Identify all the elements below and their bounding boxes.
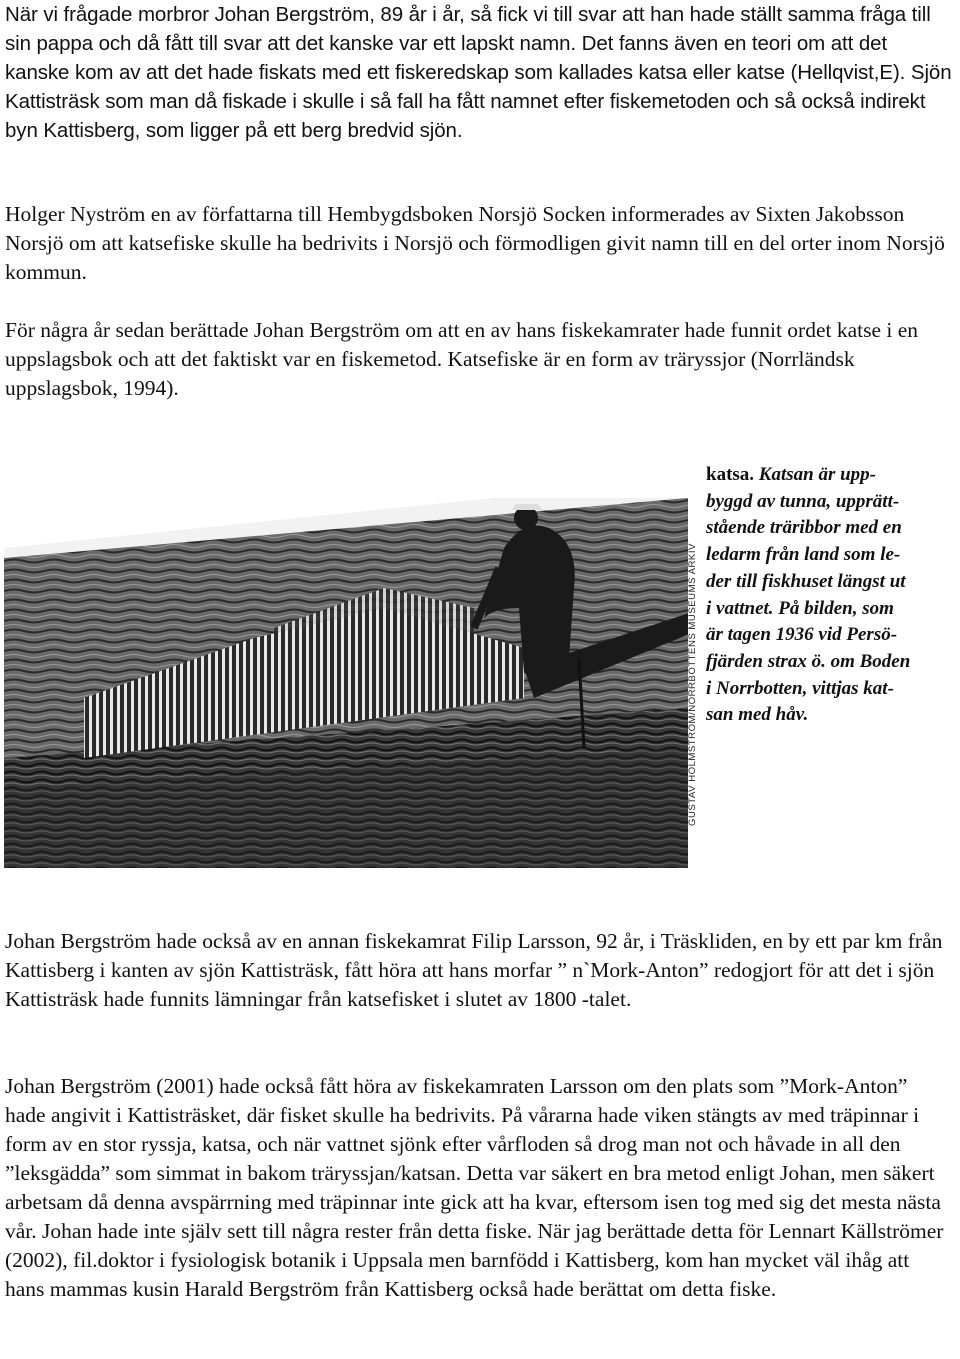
figure-caption: [706, 462, 956, 729]
archive-credit: [680, 458, 702, 828]
archive-credit-text: GUSTAV HOLMSTRÖM/NORRBOTTENS MUSEUMS ARKIV: [687, 543, 698, 826]
paragraph-filip-larsson: Johan Bergström hade också av en annan fiskekamrat Filip Larsson, 92 år, i Träskliden, en by ett par km från Kattisberg i kanten av sjön Kattisträsk, fått höra att hans morfar ” n`Mork-Anton” redogjort för att det i sjön Kattisträsk hade funnits lämningar från katsefisket i slutet av 1800 -talet.: [5, 929, 943, 1011]
caption-term: katsa.: [706, 464, 755, 485]
paragraph-uppslagsbok: För några år sedan berättade Johan Bergström om att en av hans fiskekamrater hade funnit ordet katse i en uppslagsbok och att det faktiskt var en fiskemetod. Katsefiske är en form av träryssjor (Norrländsk uppslagsbok, 1994).: [5, 318, 919, 400]
fishing-photo: [4, 458, 688, 868]
caption-text: Katsan är upp- byggd av tunna, upprätt- stående träribbor med en ledarm från land som le- der till fiskhuset längst ut i vattnet. På bilden, som är tagen 1936 vid Persö- fjärden strax ö. om Boden i Norrbotten, vittjas kat- san med håv.: [706, 464, 911, 726]
paragraph-mork-anton: Johan Bergström (2001) hade också fått höra av fiskekamraten Larsson om den plats som ”Mork-Anton” hade angivit i Kattisträsket, där fisket skulle ha bedrivits. På vårarna hade viken stängts av med träpinnar i form av en stor ryssja, katsa, och när vattnet sjönk efter vårfloden så drog man not och håvade in all den ”leksgädda” som simmat in bakom träryssjan/katsan. Detta var säkert en bra metod enligt Johan, men säkert arbetsam då denna avspärrning med träpinnar inte gick att ha kvar, eftersom isen tog med sig det mesta nästa vår. Johan hade inte själv sett till några rester från detta fiske. När jag berättade detta för Lennart Källströmer (2002), fil.doktor i fysiologisk botanik i Uppsala men barnfödd i Kattisberg, kom han mycket väl ihåg att hans mammas kusin Harald Bergström från Kattisberg också hade berättat om detta fiske.: [5, 1074, 944, 1301]
paragraph-holger-nystrom: Holger Nyström en av författarna till Hembygdsboken Norsjö Socken informerades av Sixten Jakobsson Norsjö om att katsefiske skulle ha bedrivits i Norsjö och förmodligen givit namn till en del orter inom Norsjö kommun.: [5, 202, 945, 284]
paragraph-intro: När vi frågade morbror Johan Bergström, 89 år i år, så fick vi till svar att han hade ställt samma fråga till sin pappa och då fått till svar att det kanske var ett lapskt namn. Det fanns även en teori om att det kanske kom av att det hade fiskats med ett fiskeredskap som kallades katsa eller katse (Hellqvist,E). Sjön Kattisträsk som man då fiskade i skulle i så fall ha fått namnet efter fiskemetoden och så också indirekt byn Kattisberg, som ligger på ett berg bredvid sjön.: [5, 3, 952, 142]
